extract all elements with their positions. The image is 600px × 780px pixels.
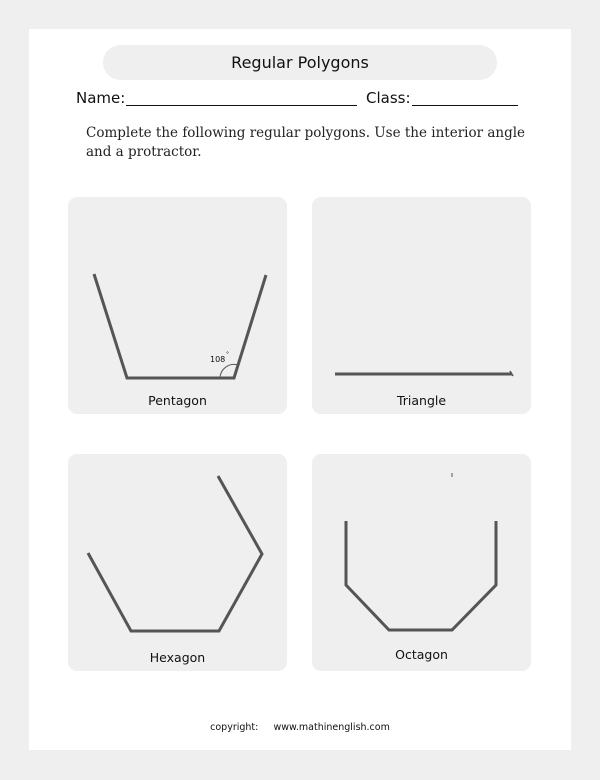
website-link[interactable]: www.mathinenglish.com [273, 722, 390, 733]
octagon-drawing [312, 454, 531, 671]
page-title [103, 45, 497, 80]
hexagon-panel [68, 454, 287, 671]
triangle-drawing [312, 197, 531, 414]
footer-copyright [29, 722, 571, 733]
angle-value: 108 [210, 355, 226, 364]
hexagon-partial-shape [88, 476, 262, 631]
triangle-label: Triangle [396, 393, 447, 408]
pentagon-panel [68, 197, 287, 414]
title-text: Regular Polygons [231, 53, 369, 72]
octagon-partial-shape [346, 521, 496, 630]
pentagon-drawing [68, 197, 287, 414]
worksheet [29, 29, 571, 750]
triangle-panel [312, 197, 531, 414]
octagon-label: Octagon [395, 647, 448, 662]
angle-degree-symbol: ° [226, 351, 229, 358]
hexagon-drawing [68, 454, 287, 671]
copyright-label: copyright: [210, 722, 259, 733]
instructions-text: Complete the following regular polygons. Use the interior angle and a protractor. [86, 125, 526, 160]
class-label: Class: [366, 89, 411, 107]
name-label: Name: [76, 89, 126, 107]
octagon-panel [312, 454, 531, 671]
name-field[interactable] [126, 105, 357, 106]
hexagon-label: Hexagon [149, 650, 206, 665]
class-field[interactable] [412, 105, 518, 106]
pentagon-label: Pentagon [148, 393, 207, 408]
pentagon-partial-shape [94, 274, 266, 378]
